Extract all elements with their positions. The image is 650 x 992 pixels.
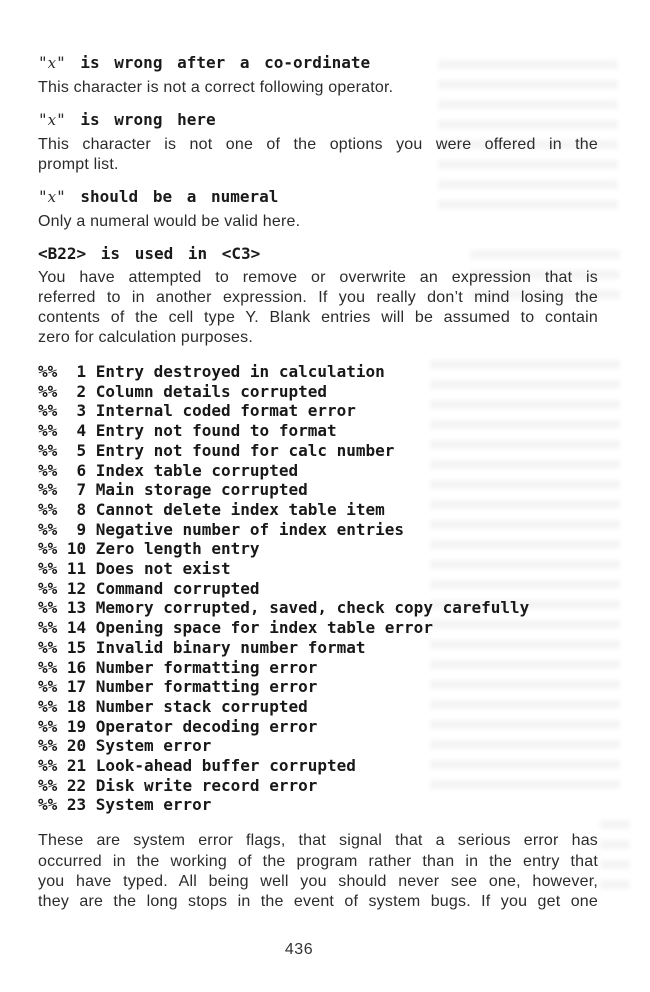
text-line: This character is not one of the options you were offered in the	[38, 136, 598, 153]
entry-description	[38, 212, 598, 232]
text-line: they are the long stops in the event of system bugs. If you get one	[38, 893, 598, 911]
error-entry	[38, 246, 598, 348]
entry-heading: "x" should be a numeral	[38, 187, 279, 206]
error-flag-line: %% 19 Operator decoding error	[38, 716, 318, 736]
italic-x: x	[47, 188, 57, 206]
variable-x-token: "x"	[38, 110, 66, 129]
text-line: This character is not a correct following operator.	[38, 79, 394, 96]
error-flag-line: %% 10 Zero length entry	[38, 539, 260, 559]
italic-x: x	[47, 111, 57, 129]
text-line: You have attempted to remove or overwrite an expression that is	[38, 269, 598, 286]
error-flag-line: %% 8 Cannot delete index table item	[38, 499, 385, 519]
error-flag-line: %% 3 Internal coded format error	[38, 401, 356, 421]
error-flag-line: %% 5 Entry not found for calc number	[38, 440, 395, 460]
error-flag-line: %% 11 Does not exist	[38, 559, 231, 579]
text-line: zero for calculation purposes.	[38, 329, 253, 346]
error-entry	[38, 55, 598, 98]
entry-heading: "x" is wrong here	[38, 110, 216, 129]
entry-description	[38, 135, 598, 175]
error-flag-line: %% 20 System error	[38, 736, 212, 756]
text-line: These are system error flags, that signal that a serious error has	[38, 832, 598, 850]
error-flag-line: %% 12 Command corrupted	[38, 578, 260, 598]
error-flag-line: %% 9 Negative number of index entries	[38, 519, 405, 539]
error-flag-line: %% 7 Main storage corrupted	[38, 480, 308, 500]
error-flag-line: %% 1 Entry destroyed in calculation	[38, 362, 385, 381]
error-flag-line: %% 6 Index table corrupted	[38, 460, 299, 480]
variable-x-token: "x"	[38, 187, 66, 206]
error-flag-line: %% 15 Invalid binary number format	[38, 637, 366, 657]
text-line: you have typed. All being well you should never see one, however,	[38, 872, 598, 890]
entry-description	[38, 268, 598, 348]
system-error-flag-list	[38, 362, 598, 815]
entry-description	[38, 78, 598, 98]
error-message-entries	[38, 55, 598, 348]
page-bleedthrough-ghost	[600, 820, 630, 900]
text-line: Only a numeral would be valid here.	[38, 213, 301, 230]
text-line: referred to in another expression. If you really don’t mind losing the	[38, 289, 598, 306]
variable-x-token: "x"	[38, 53, 66, 72]
error-flag-line: %% 16 Number formatting error	[38, 657, 318, 677]
text-line: prompt list.	[38, 156, 119, 173]
error-flag-line: %% 22 Disk write record error	[38, 775, 318, 795]
entry-heading: <B22> is used in <C3>	[38, 244, 261, 263]
page-content	[38, 55, 598, 913]
error-flag-line: %% 2 Column details corrupted	[38, 381, 327, 401]
error-flag-line: %% 21 Look-ahead buffer corrupted	[38, 756, 356, 776]
error-entry	[38, 189, 598, 232]
error-entry	[38, 112, 598, 175]
text-line: contents of the cell type Y. Blank entries will be assumed to contain	[38, 309, 598, 326]
error-flag-line: %% 17 Number formatting error	[38, 677, 318, 697]
error-flag-line: %% 14 Opening space for index table error	[38, 618, 433, 638]
error-flag-line: %% 18 Number stack corrupted	[38, 696, 308, 716]
error-flag-line: %% 4 Entry not found to format	[38, 421, 337, 441]
error-flag-line: %% 13 Memory corrupted, saved, check copy carefully	[38, 598, 530, 618]
closing-paragraph	[38, 831, 598, 913]
text-line: occurred in the working of the program rather than in the entry that	[38, 852, 598, 870]
italic-x: x	[47, 54, 57, 72]
entry-heading: "x" is wrong after a co-ordinate	[38, 53, 371, 72]
page-number: 436	[284, 941, 314, 958]
error-flag-line: %% 23 System error	[38, 795, 212, 815]
